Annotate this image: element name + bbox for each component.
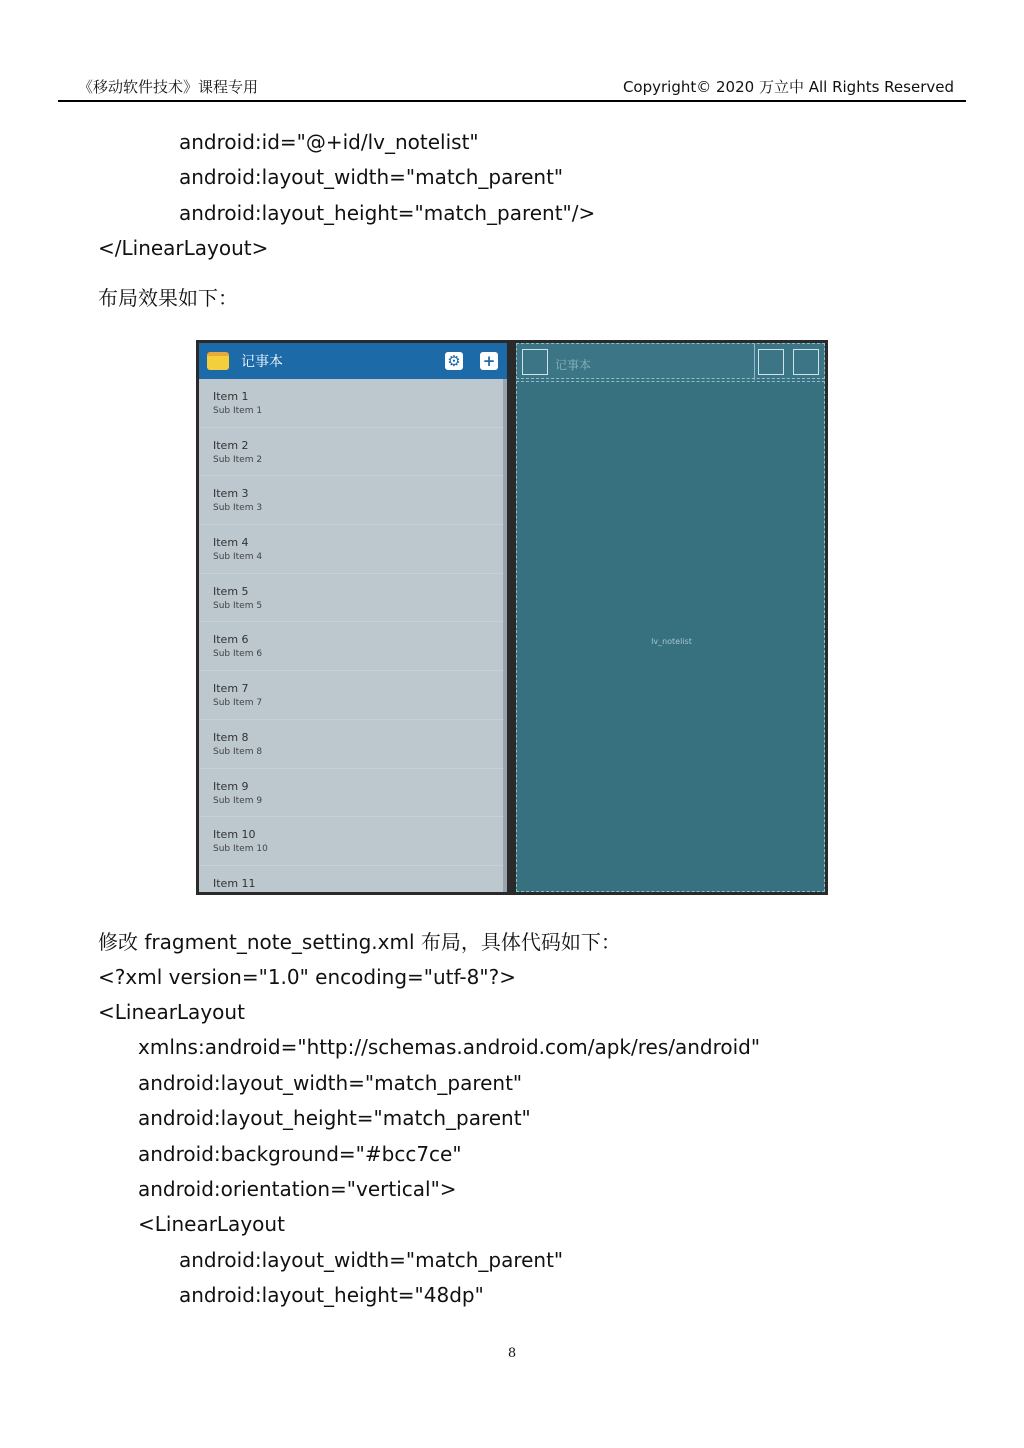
app-screenshot-figure (196, 340, 828, 895)
code-line: </LinearLayout> (98, 236, 269, 260)
code-line: android:id="@+id/lv_notelist" (179, 130, 479, 154)
list-item-subtitle: Sub Item 7 (213, 698, 263, 709)
list-item-subtitle: Sub Item 1 (213, 406, 263, 416)
list-item[interactable] (199, 379, 505, 428)
list-item-subtitle: Sub Item 8 (213, 746, 263, 757)
list-item[interactable] (199, 476, 505, 525)
code-line: android:background="#bcc7ce" (138, 1142, 462, 1166)
code-line: android:layout_height="match_parent" (138, 1106, 531, 1130)
list-item[interactable] (199, 720, 505, 769)
list-item-title: Item 9 (213, 779, 249, 793)
code-line: xmlns:android="http://schemas.android.com/apk/res/android" (138, 1035, 761, 1059)
blueprint-icon-placeholder (758, 349, 784, 375)
list-item-title: Item 8 (213, 730, 249, 744)
list-item-title: Item 6 (213, 633, 249, 647)
list-item-title: Item 10 (213, 828, 256, 842)
code-line: android:layout_width="match_parent" (179, 1248, 564, 1272)
list-item-title: Item 2 (213, 438, 249, 452)
blueprint-preview (516, 343, 825, 892)
list-item[interactable] (199, 525, 505, 574)
phone-preview (199, 343, 507, 892)
list-item[interactable] (199, 817, 505, 866)
list-scrollbar[interactable] (503, 379, 507, 892)
add-plus-icon[interactable]: + (480, 352, 498, 370)
list-item-subtitle: Sub Item 3 (213, 503, 263, 514)
notebook-app-icon (207, 352, 229, 370)
list-item-subtitle: Sub Item 6 (213, 649, 263, 660)
list-item-subtitle: Sub Item 9 (213, 795, 263, 806)
code-line: android:orientation="vertical"> (138, 1177, 457, 1201)
blueprint-separator (754, 344, 755, 380)
blueprint-icon-placeholder (522, 349, 548, 375)
note-list (199, 379, 505, 892)
list-item[interactable] (199, 428, 505, 477)
blueprint-toolbar (516, 343, 825, 379)
list-item[interactable] (199, 574, 505, 623)
code-line: <?xml version="1.0" encoding="utf-8"?> (98, 965, 516, 989)
page-number: 8 (507, 1346, 517, 1361)
code-line: android:layout_height="match_parent"/> (179, 201, 596, 225)
app-title: 记事本 (241, 354, 283, 370)
list-item[interactable] (199, 671, 505, 720)
code-line: <LinearLayout (138, 1212, 285, 1236)
toolbar (199, 343, 507, 379)
list-item-title: Item 7 (213, 682, 249, 696)
list-item-subtitle: Sub Item 10 (213, 844, 268, 855)
blueprint-title: 记事本 (555, 358, 592, 372)
list-item[interactable] (199, 622, 505, 671)
blueprint-listview-label: lv_notelist (651, 637, 692, 646)
caption: 布局效果如下： (98, 286, 238, 310)
list-item-title: Item 1 (213, 390, 249, 403)
blueprint-icon-placeholder (793, 349, 819, 375)
list-item-subtitle: Sub Item 5 (213, 600, 263, 611)
header-left: 《移动软件技术》课程专用 (78, 78, 259, 96)
code-line: android:layout_height="48dp" (179, 1283, 484, 1307)
list-item-subtitle: Sub Item 2 (213, 454, 263, 465)
settings-gear-icon[interactable]: ⚙ (445, 352, 463, 370)
header-right: Copyright© 2020 万立中 All Rights Reserved (622, 78, 954, 96)
blueprint-listview (516, 381, 825, 892)
code-line: android:layout_width="match_parent" (138, 1071, 523, 1095)
header-rule (58, 100, 966, 102)
list-item-subtitle: Sub Item 4 (213, 552, 263, 563)
list-item-title: Item 3 (213, 487, 249, 501)
intro-text: 修改 fragment_note_setting.xml 布局，具体代码如下： (98, 930, 621, 954)
list-item-title: Item 4 (213, 536, 249, 550)
list-item-title: Item 5 (213, 584, 249, 598)
list-item-title: Item 11 (213, 876, 256, 890)
code-line: android:layout_width="match_parent" (179, 165, 564, 189)
code-line: <LinearLayout (98, 1000, 245, 1024)
list-item[interactable] (199, 769, 505, 818)
list-item[interactable] (199, 866, 505, 892)
